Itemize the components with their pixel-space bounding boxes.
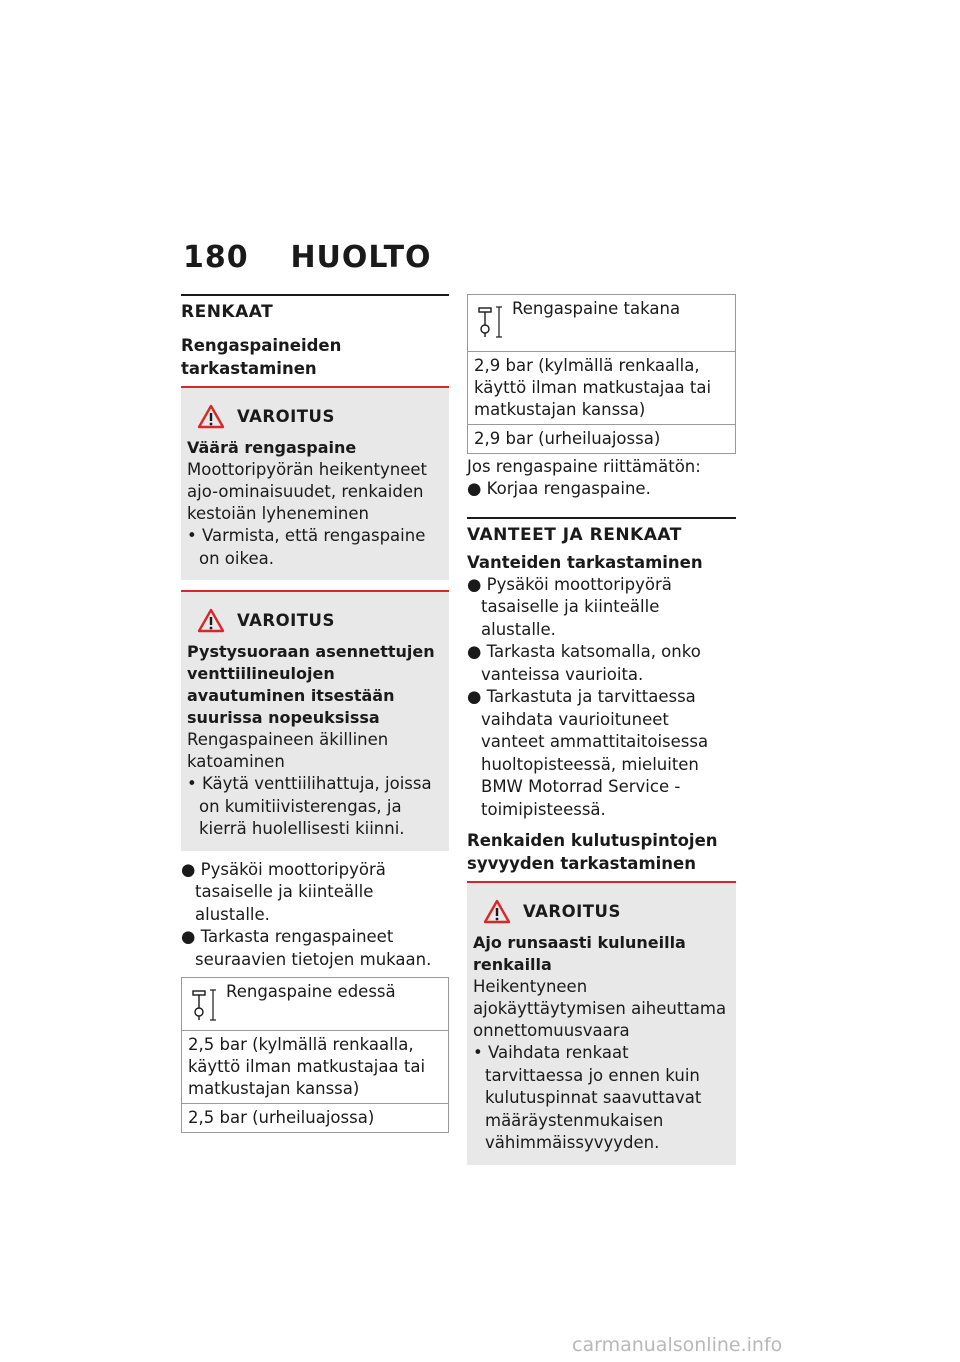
left-column (181, 294, 449, 1133)
rims-steps-list (467, 574, 736, 822)
list-item: ● Tarkasta rengaspaineet seuraavien tietojen mukaan. (181, 927, 432, 969)
warning-subtitle: Väärä rengaspaine (187, 438, 357, 457)
warning-bullet: • Varmista, että rengaspaine on oikea. (187, 526, 426, 568)
right-column (467, 294, 736, 1165)
warning-label: VAROITUS (237, 407, 335, 426)
table-row: 2,5 bar (urheiluajossa) (182, 1103, 448, 1132)
warning-label: VAROITUS (237, 611, 335, 630)
subsection-title-rims: Vanteiden tarkastaminen (467, 552, 703, 572)
warning-text: Moottoripyörän heikentyneet ajo-ominaisuudet, renkaiden kestoiän lyheneminen (187, 460, 427, 523)
warning-box-1 (181, 386, 449, 580)
warning-subtitle: Ajo runsaasti kuluneilla renkailla (473, 933, 686, 974)
table-header-label: Rengaspaine takana (512, 299, 681, 318)
tire-pressure-gauge-icon (189, 988, 219, 1022)
warning-label: VAROITUS (523, 902, 621, 921)
table-row: 2,5 bar (kylmällä renkaalla, käyttö ilman matkustajaa tai matkustajan kanssa) (182, 1030, 448, 1103)
subsection-title-tread-depth: Renkaiden kulutuspintojen syvyyden tarkastaminen (467, 831, 718, 873)
table-header (182, 978, 448, 1030)
warning-text: Heikentyneen ajokäyttäytymisen aiheuttama onnettomuusvaara (473, 977, 727, 1040)
page-header (183, 240, 432, 275)
warning-text: Rengaspaineen äkillinen katoaminen (187, 730, 389, 771)
list-item: ● Pysäköi moottoripyörä tasaiselle ja kiinteälle alustalle. (181, 859, 386, 924)
pressure-table-front (181, 977, 449, 1133)
warning-triangle-icon (483, 899, 511, 924)
page-title: HUOLTO (290, 240, 432, 275)
table-row: 2,9 bar (urheiluajossa) (468, 424, 735, 453)
tire-pressure-gauge-icon (475, 305, 505, 339)
warning-bullet: • Käytä venttiilihattuja, joissa on kumitiivisterengas, ja kierrä huolellisesti kiinni. (187, 774, 432, 838)
warning-triangle-icon (197, 608, 225, 633)
list-item: ● Tarkastuta ja tarvittaessa vaihdata vaurioituneet vanteet ammattitaitoisessa huoltopisteessä, mieluiten BMW Motorrad Service -toimipisteessä. (467, 687, 709, 819)
list-item: ● Tarkasta katsomalla, onko vanteissa vaurioita. (467, 642, 701, 684)
page-number: 180 (183, 240, 249, 275)
warning-triangle-icon (197, 404, 225, 429)
pressure-table-rear (467, 294, 736, 454)
watermark: carmanualsonline.info (572, 1334, 783, 1356)
steps-list (181, 859, 449, 972)
warning-bullet: • Vaihdata renkaat tarvittaessa jo ennen kuin kulutuspinnat saavuttavat määräystenmukaisen vähimmäissyvyyden. (473, 1043, 702, 1152)
section-title-renkaat: RENKAAT (181, 294, 449, 322)
table-row: 2,9 bar (kylmällä renkaalla, käyttö ilman matkustajaa tai matkustajan kanssa) (468, 351, 735, 424)
list-item: ● Pysäköi moottoripyörä tasaiselle ja kiinteälle alustalle. (467, 574, 672, 639)
warning-subtitle: Pystysuoraan asennettujen venttiilineulojen avautuminen itsestään suurissa nopeuksissa (187, 642, 435, 727)
list-item: ● Korjaa rengaspaine. (467, 479, 651, 498)
table-header-label: Rengaspaine edessä (226, 982, 396, 1001)
section-title-rims-tires: VANTEET JA RENKAAT (467, 517, 736, 545)
warning-box-2 (181, 590, 449, 851)
subsection-title-tire-pressure: Rengaspaineiden tarkastaminen (181, 336, 342, 378)
warning-box-3 (467, 881, 736, 1165)
table-header (468, 295, 735, 351)
low-pressure-text: Jos rengaspaine riittämätön: (467, 457, 701, 476)
